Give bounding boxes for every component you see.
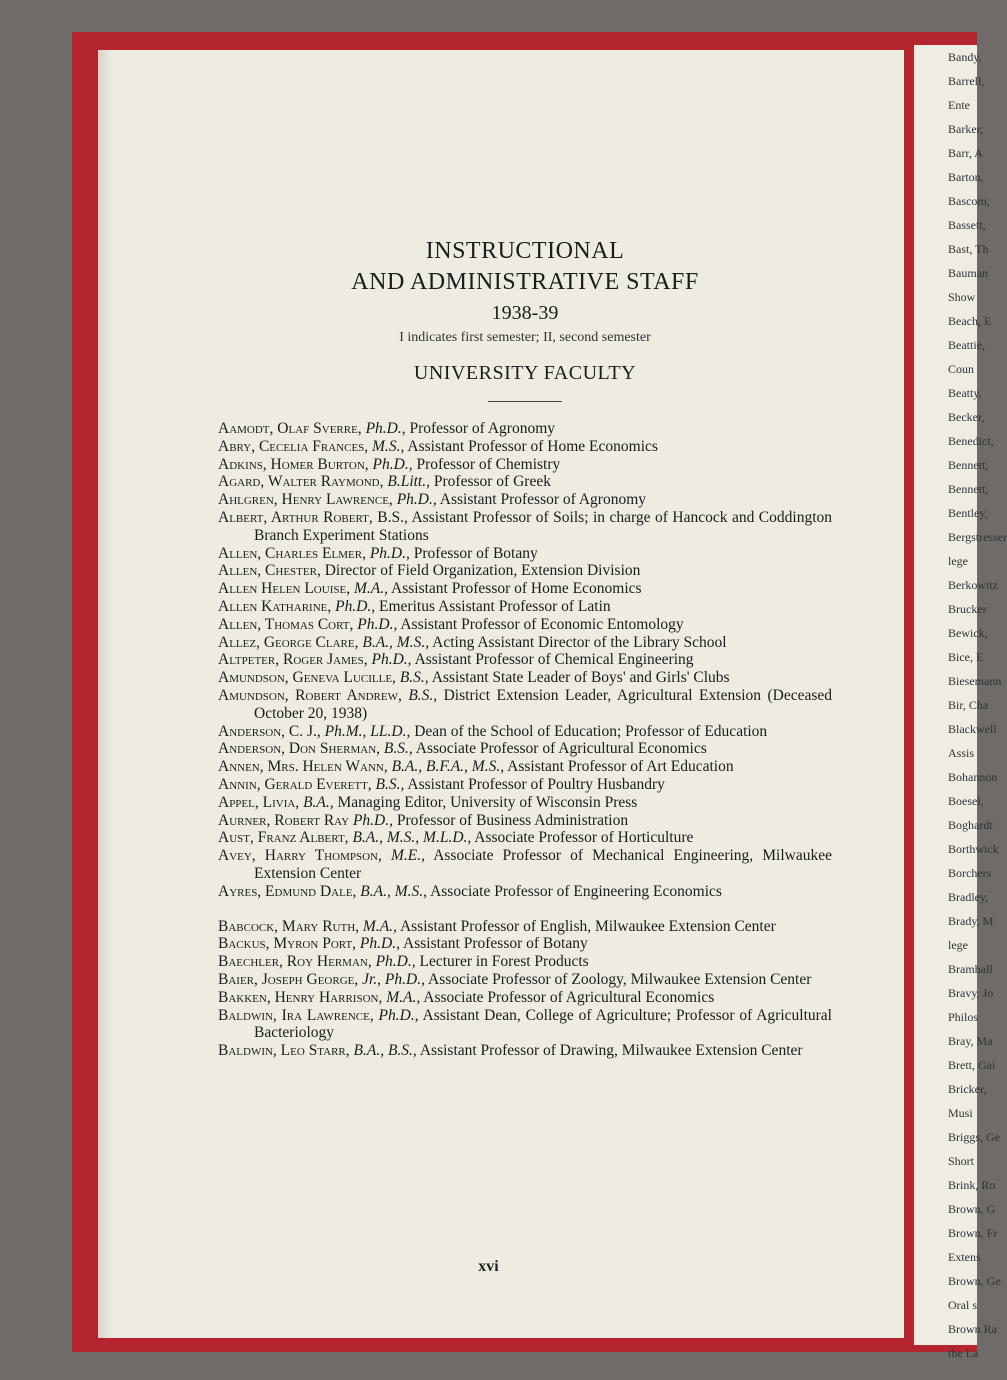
facing-page-text: Biesemann bbox=[948, 674, 1002, 688]
faculty-position: Assistant Professor of Art Education bbox=[507, 758, 734, 776]
page-title-line1: INSTRUCTIONAL bbox=[425, 238, 625, 264]
faculty-entry bbox=[218, 935, 832, 953]
faculty-entry bbox=[218, 723, 832, 741]
facing-page-text: Barton, bbox=[948, 170, 984, 184]
facing-page-text: Beach, E bbox=[948, 314, 992, 328]
faculty-degree: Ph.D., bbox=[335, 597, 376, 615]
faculty-degree: Ph.D., bbox=[359, 935, 400, 953]
faculty-name: Baldwin, Leo Starr, bbox=[218, 1042, 350, 1060]
facing-page-text: Extens bbox=[948, 1250, 981, 1264]
faculty-entry bbox=[218, 953, 832, 971]
page-content bbox=[218, 236, 832, 1060]
faculty-name: Anderson, C. J., bbox=[218, 722, 321, 740]
faculty-degree: Jr., Ph.D., bbox=[362, 970, 425, 988]
facing-page-text: Musi bbox=[948, 1106, 973, 1120]
faculty-position: Associate Professor of Agricultural Economics bbox=[415, 740, 707, 758]
faculty-position: Assistant Professor of Botany bbox=[403, 935, 588, 953]
facing-page-text: Bentley, bbox=[948, 506, 988, 520]
faculty-name: Anderson, Don Sherman, bbox=[218, 740, 381, 758]
facing-page-text: Berkowitz bbox=[948, 578, 998, 592]
facing-page-text: Bohannon bbox=[948, 770, 998, 784]
faculty-entry bbox=[218, 545, 832, 563]
faculty-name: Amundson, Geneva Lucille, bbox=[218, 669, 396, 687]
facing-page-text: the La bbox=[948, 1346, 979, 1360]
facing-page-text: Bast, Th bbox=[948, 242, 989, 256]
facing-page-text: Barr, A bbox=[948, 146, 983, 160]
facing-page-text: Becker, bbox=[948, 410, 985, 424]
faculty-position: Assistant Professor of Drawing, Milwaukee Extension Center bbox=[419, 1042, 803, 1060]
faculty-entry bbox=[218, 438, 832, 456]
faculty-entry bbox=[218, 989, 832, 1007]
faculty-entry bbox=[218, 1007, 832, 1043]
faculty-name: Allen Katharine, bbox=[218, 597, 332, 615]
facing-page-text: Coun bbox=[948, 362, 975, 376]
faculty-degree: Ph.D., bbox=[375, 953, 416, 971]
faculty-degree: Ph.D., bbox=[352, 811, 393, 829]
faculty-entry bbox=[218, 420, 832, 438]
faculty-degree: Ph.D., bbox=[372, 455, 413, 473]
faculty-position: Dean of the School of Education; Professor of Education bbox=[414, 722, 768, 740]
faculty-degree: B.A., B.S., bbox=[353, 1042, 417, 1060]
facing-page-text: Blackwell bbox=[948, 722, 997, 736]
faculty-entry bbox=[218, 634, 832, 652]
faculty-position: Associate Professor of Mechanical Engineering, Milwaukee Extension Center bbox=[254, 847, 832, 882]
faculty-name: Allen, Chester, bbox=[218, 562, 321, 580]
faculty-name: Allen, Thomas Cort, bbox=[218, 615, 354, 633]
faculty-position: Assistant State Leader of Boys' and Girls' Clubs bbox=[431, 669, 730, 687]
faculty-entry bbox=[218, 473, 832, 491]
facing-page-text: Bandy, bbox=[948, 50, 982, 64]
faculty-position: Assistant Professor of Poultry Husbandry bbox=[407, 775, 665, 793]
facing-page-text: Bassett, bbox=[948, 218, 986, 232]
facing-page-text: Bradley, bbox=[948, 890, 989, 904]
faculty-entry bbox=[218, 456, 832, 474]
facing-page-text: Brucker bbox=[948, 602, 987, 616]
faculty-degree: B.A., bbox=[303, 793, 334, 811]
faculty-name: Annen, Mrs. Helen Wann, bbox=[218, 758, 388, 776]
faculty-position: Lecturer in Forest Products bbox=[419, 953, 589, 971]
facing-page-text: Brown, Fr bbox=[948, 1226, 998, 1240]
academic-year: 1938-39 bbox=[491, 302, 559, 324]
semester-note: I indicates first semester; II, second semester bbox=[399, 330, 651, 345]
faculty-entry bbox=[218, 580, 832, 598]
faculty-position: Acting Assistant Director of the Library School bbox=[432, 633, 727, 651]
faculty-name: Baier, Joseph George, bbox=[218, 970, 359, 988]
faculty-position: Assistant Dean, College of Agriculture; Professor of Agricultural Bacteriology bbox=[254, 1006, 832, 1042]
faculty-name: Abry, Cecelia Frances, bbox=[218, 437, 369, 455]
facing-page-text: Show bbox=[948, 290, 976, 304]
faculty-name: Agard, Walter Raymond, bbox=[218, 473, 384, 491]
faculty-position: Emeritus Assistant Professor of Latin bbox=[379, 597, 611, 615]
faculty-degree: M.E., bbox=[390, 847, 425, 865]
faculty-position: Director of Field Organization, Extension Division bbox=[324, 562, 641, 580]
faculty-name: Albert, Arthur Robert, bbox=[218, 508, 373, 526]
faculty-position: Professor of Agronomy bbox=[409, 420, 556, 437]
faculty-entry bbox=[218, 812, 832, 830]
faculty-position: B.S., Assistant Professor of Soils; in charge of Hancock and Coddington Branch Experiment Stations bbox=[254, 508, 832, 544]
faculty-degree: B.S., bbox=[375, 775, 405, 793]
faculty-entry bbox=[218, 794, 832, 812]
faculty-entry bbox=[218, 776, 832, 794]
faculty-name: Baechler, Roy Herman, bbox=[218, 953, 372, 971]
facing-page-text: Brett, Gai bbox=[948, 1058, 996, 1072]
faculty-entry bbox=[218, 1042, 832, 1060]
faculty-degree: B.S., bbox=[399, 669, 429, 687]
faculty-degree: B.A., B.F.A., M.S., bbox=[391, 758, 505, 776]
faculty-degree: Ph.D., bbox=[365, 420, 406, 437]
facing-page-text: Bramhall bbox=[948, 962, 993, 976]
facing-page-text: Boghardt bbox=[948, 818, 993, 832]
faculty-position: Associate Professor of Horticulture bbox=[474, 829, 694, 847]
faculty-position: Assistant Professor of Chemical Engineering bbox=[414, 651, 694, 669]
faculty-degree: B.Litt., bbox=[387, 473, 430, 491]
faculty-name: Allen Helen Louise, bbox=[218, 580, 351, 598]
faculty-position: Professor of Business Administration bbox=[396, 811, 629, 829]
facing-page-text: Bricker, bbox=[948, 1082, 987, 1096]
faculty-list bbox=[218, 420, 832, 1060]
faculty-entry bbox=[218, 829, 832, 847]
facing-page-text: Philos bbox=[948, 1010, 979, 1024]
facing-page-text: lege bbox=[948, 554, 968, 568]
faculty-position: Assistant Professor of Home Economics bbox=[407, 437, 658, 455]
faculty-name: Avey, Harry Thompson, bbox=[218, 847, 382, 865]
divider bbox=[488, 401, 562, 402]
faculty-degree: B.A., M.S., bbox=[360, 882, 428, 900]
facing-page-text: Short bbox=[948, 1154, 975, 1168]
faculty-entry bbox=[218, 918, 832, 936]
faculty-position: Associate Professor of Agricultural Economics bbox=[423, 988, 715, 1006]
facing-page-text: Brown, G bbox=[948, 1202, 996, 1216]
facing-page-text: Beattie, bbox=[948, 338, 985, 352]
facing-page-text: Brink, Ro bbox=[948, 1178, 996, 1192]
page-number: xvi bbox=[478, 1258, 499, 1275]
faculty-position: District Extension Leader, Agricultural Extension (Deceased October 20, 1938) bbox=[254, 686, 833, 722]
faculty-name: Allez, George Clare, bbox=[218, 633, 359, 651]
faculty-entry bbox=[218, 651, 832, 669]
faculty-position: Professor of Botany bbox=[413, 544, 538, 562]
faculty-degree: Ph.D., bbox=[369, 544, 410, 562]
faculty-entry bbox=[218, 847, 832, 883]
faculty-name: Baldwin, Ira Lawrence, bbox=[218, 1006, 374, 1024]
facing-page-text: Beatty, bbox=[948, 386, 982, 400]
faculty-degree: M.A., bbox=[353, 580, 388, 598]
facing-page-text: Brady, M bbox=[948, 914, 994, 928]
facing-page-text: Barker, bbox=[948, 122, 984, 136]
faculty-degree: Ph.M., LL.D., bbox=[324, 722, 411, 740]
facing-page-text: Borchers bbox=[948, 866, 992, 880]
faculty-entry bbox=[218, 598, 832, 616]
faculty-entry bbox=[218, 758, 832, 776]
faculty-position: Assistant Professor of English, Milwaukee Extension Center bbox=[399, 917, 776, 935]
section-heading: UNIVERSITY FACULTY bbox=[413, 362, 637, 384]
faculty-name: Amundson, Robert Andrew, bbox=[218, 686, 402, 704]
faculty-degree: M.S., bbox=[372, 437, 405, 455]
facing-page-text: Bauman bbox=[948, 266, 988, 280]
faculty-degree: B.A., M.S., bbox=[362, 633, 430, 651]
facing-page-text: Bice, E bbox=[948, 650, 984, 664]
faculty-degree: M.A., bbox=[362, 917, 397, 935]
faculty-entry bbox=[218, 883, 832, 901]
facing-page-text: Bravy, Jo bbox=[948, 986, 994, 1000]
faculty-name: Appel, Livia, bbox=[218, 793, 300, 811]
faculty-entry bbox=[218, 669, 832, 687]
faculty-entry bbox=[218, 491, 832, 509]
facing-page-text: Ente bbox=[948, 98, 970, 112]
faculty-position: Associate Professor of Zoology, Milwaukee Extension Center bbox=[428, 970, 812, 988]
facing-page-text: Benedict, bbox=[948, 434, 994, 448]
faculty-name: Bakken, Henry Harrison, bbox=[218, 988, 383, 1006]
faculty-position: Managing Editor, University of Wisconsin Press bbox=[337, 793, 638, 811]
faculty-entry bbox=[218, 562, 832, 580]
facing-page-text: lege bbox=[948, 938, 968, 952]
faculty-position: Assistant Professor of Home Economics bbox=[391, 580, 642, 598]
faculty-position: Assistant Professor of Agronomy bbox=[439, 491, 646, 509]
faculty-entry bbox=[218, 616, 832, 634]
faculty-entry bbox=[218, 740, 832, 758]
faculty-name: Aurner, Robert Ray bbox=[218, 811, 350, 829]
faculty-position: Professor of Chemistry bbox=[416, 455, 561, 473]
faculty-name: Aust, Franz Albert, bbox=[218, 829, 349, 847]
facing-page-text: Brown Ra bbox=[948, 1322, 997, 1336]
faculty-name: Altpeter, Roger James, bbox=[218, 651, 368, 669]
faculty-name: Allen, Charles Elmer, bbox=[218, 544, 366, 562]
facing-page-text: Assis bbox=[948, 746, 975, 760]
faculty-name: Backus, Myron Port, bbox=[218, 935, 357, 953]
faculty-degree: Ph.D., bbox=[396, 491, 437, 509]
faculty-entry bbox=[218, 509, 832, 545]
faculty-name: Annin, Gerald Everett, bbox=[218, 775, 372, 793]
faculty-name: Babcock, Mary Ruth, bbox=[218, 917, 360, 935]
facing-page-text: Barrell, bbox=[948, 74, 985, 88]
faculty-entry bbox=[218, 971, 832, 989]
facing-page-text: Briggs, Ge bbox=[948, 1130, 1000, 1144]
page-title-line2: AND ADMINISTRATIVE STAFF bbox=[351, 269, 699, 295]
faculty-degree: Ph.D., bbox=[378, 1006, 419, 1024]
page-gutter-shadow bbox=[98, 50, 112, 1338]
facing-page-text: Bir, Cha bbox=[948, 698, 989, 712]
faculty-name: Aamodt, Olaf Sverre, bbox=[218, 420, 362, 437]
facing-page-text: Boesel, bbox=[948, 794, 984, 808]
faculty-entry bbox=[218, 687, 832, 723]
facing-page-text: Bewick, bbox=[948, 626, 988, 640]
facing-page-text: Oral s bbox=[948, 1298, 977, 1312]
faculty-degree: Ph.D., bbox=[357, 615, 398, 633]
faculty-name: Adkins, Homer Burton, bbox=[218, 455, 369, 473]
faculty-degree: B.A., M.S., M.L.D., bbox=[352, 829, 472, 847]
faculty-position: Assistant Professor of Economic Entomology bbox=[400, 615, 684, 633]
faculty-position: Associate Professor of Engineering Economics bbox=[430, 882, 722, 900]
facing-page-text: Bennett, bbox=[948, 482, 989, 496]
facing-page-text: Bray, Ma bbox=[948, 1034, 993, 1048]
faculty-degree: M.A., bbox=[386, 988, 421, 1006]
faculty-degree: Ph.D., bbox=[371, 651, 412, 669]
faculty-name: Ayres, Edmund Dale, bbox=[218, 882, 357, 900]
facing-page-text: Bennett, bbox=[948, 458, 989, 472]
faculty-degree: B.S., bbox=[383, 740, 413, 758]
facing-page-text: Borthwick bbox=[948, 842, 999, 856]
faculty-position: Professor of Greek bbox=[433, 473, 551, 491]
facing-page-text: Brown, Ge bbox=[948, 1274, 1001, 1288]
faculty-degree: B.S., bbox=[408, 686, 438, 704]
faculty-name: Ahlgren, Henry Lawrence, bbox=[218, 491, 393, 509]
facing-page-text: Bascom, bbox=[948, 194, 990, 208]
facing-page-text: Bergstresser bbox=[948, 530, 1007, 544]
facing-page bbox=[914, 45, 1007, 1360]
